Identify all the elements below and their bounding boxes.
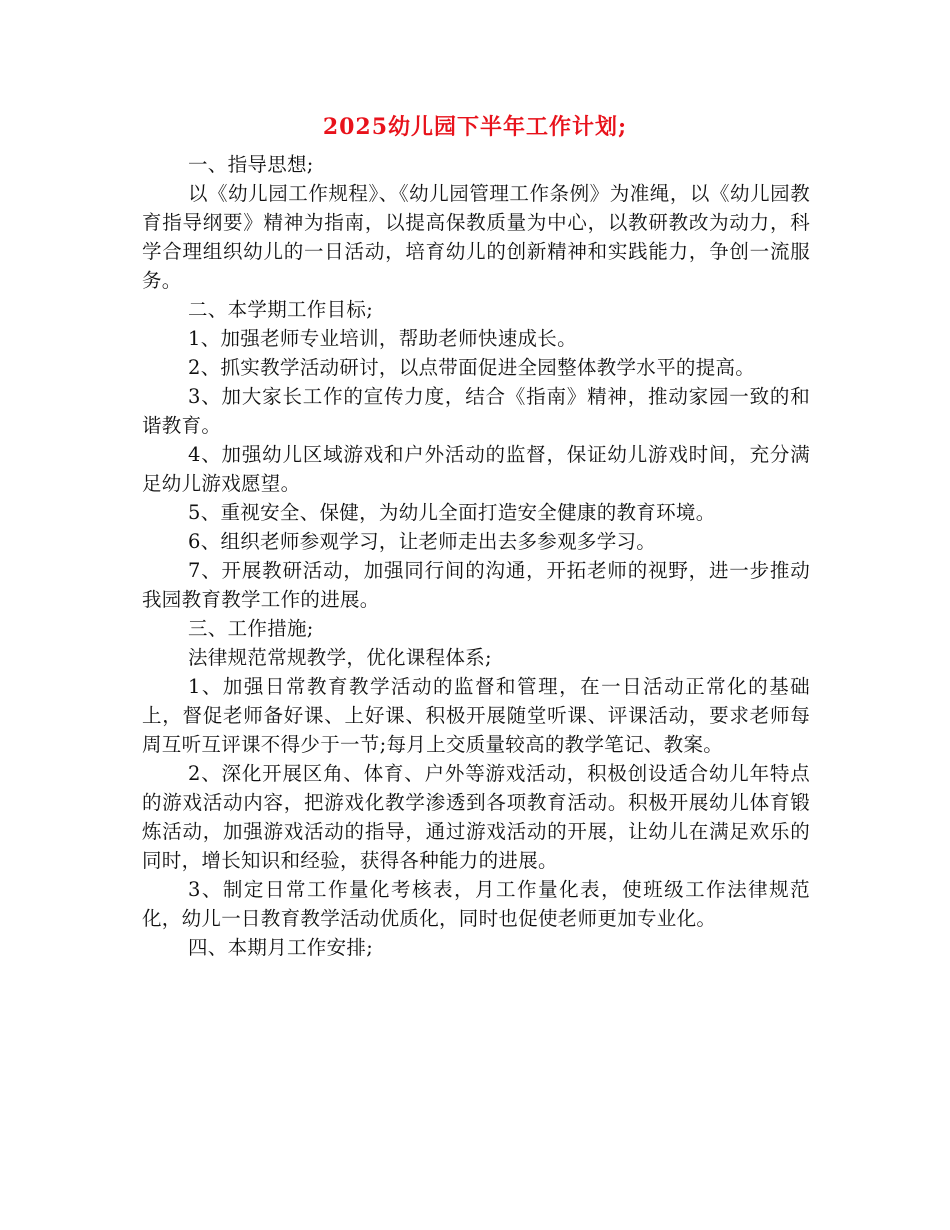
list-item: 6、组织老师参观学习，让老师走出去多参观多学习。 — [188, 530, 657, 553]
paragraph: 以《幼儿园工作规程》、《幼儿园管理工作条例》为准绳，以《幼儿园教育指导纲要》精神为指南，以提高保教质量为中心，以教研教改为动力，科学合理组织幼儿的一日活动，培育幼儿的创新精神和实践能力，争创一流服务。 — [142, 182, 810, 292]
list-item: 1、加强日常教育教学活动的监督和管理，在一日活动正常化的基础上，督促老师备好课、上好课、积极开展随堂听课、评课活动，要求老师每周互听互评课不得少于一节;每月上交质量较高的教学笔记、教案。 — [142, 675, 810, 756]
list-item: 5、重视安全、保健，为幼儿全面打造安全健康的教育环境。 — [188, 501, 716, 524]
document-title: 2025幼儿园下半年工作计划; — [322, 114, 628, 140]
section-heading-semester-goals: 二、本学期工作目标; — [188, 298, 374, 321]
list-item: 7、开展教研活动，加强同行间的沟通，开拓老师的视野，进一步推动我园教育教学工作的进展。 — [142, 559, 810, 611]
section-heading-guiding-ideology: 一、指导思想; — [188, 153, 314, 176]
list-item: 3、加大家长工作的宣传力度，结合《指南》精神，推动家园一致的和谐教育。 — [142, 385, 810, 437]
section-heading-monthly-schedule: 四、本期月工作安排; — [188, 936, 374, 959]
list-item: 1、加强老师专业培训，帮助老师快速成长。 — [188, 327, 577, 350]
list-item: 2、抓实教学活动研讨，以点带面促进全园整体教学水平的提高。 — [188, 356, 756, 379]
list-item: 3、制定日常工作量化考核表，月工作量化表，使班级工作法律规范化，幼儿一日教育教学活动优质化，同时也促使老师更加专业化。 — [142, 878, 810, 930]
list-item: 4、加强幼儿区域游戏和户外活动的监督，保证幼儿游戏时间，充分满足幼儿游戏愿望。 — [142, 443, 810, 495]
section-heading-work-measures: 三、工作措施; — [188, 617, 314, 640]
paragraph: 法律规范常规教学，优化课程体系; — [188, 646, 492, 669]
document-body — [142, 150, 810, 962]
list-item: 2、深化开展区角、体育、户外等游戏活动，积极创设适合幼儿年特点的游戏活动内容，把游戏化教学渗透到各项教育活动。积极开展幼儿体育锻炼活动，加强游戏活动的指导，通过游戏活动的开展，让幼儿在满足欢乐的同时，增长知识和经验，获得各种能力的进展。 — [142, 762, 810, 872]
